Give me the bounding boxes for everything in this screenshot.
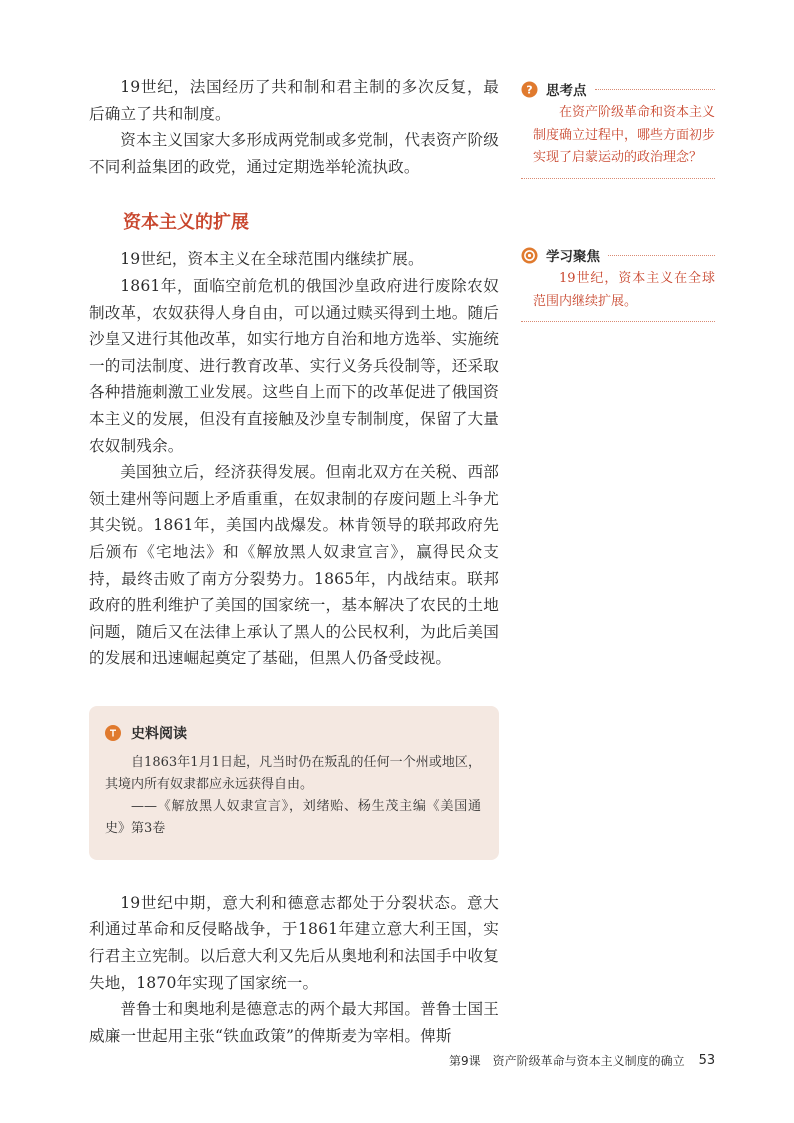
learning-focus-header [521, 244, 715, 266]
reading-source: ——《解放黑人奴隶宣言》，刘绪贻、杨生茂主编《美国通史》第3卷 [105, 798, 481, 836]
divider [608, 255, 715, 256]
think-point-header [521, 78, 715, 100]
page-number: 53 [698, 1052, 716, 1068]
think-point-text: 在资产阶级革命和资本主义制度确立过程中，哪些方面初步实现了启蒙运动的政治理念？ [533, 105, 716, 165]
divider [521, 178, 715, 179]
svg-text:?: ? [526, 83, 533, 96]
source-reading-box [89, 706, 499, 860]
reading-title: 史料阅读 [131, 725, 187, 742]
paragraph: 19世纪中期，意大利和德意志都处于分裂状态。意大利通过革命和反侵略战争，于1861年建立意大利王国，实行君主立宪制。以后意大利又先后从奥地利和法国手中收复失地，1870年实现了国家统一。 [89, 893, 499, 992]
paragraph: 普鲁士和奥地利是德意志的两个最大邦国。普鲁士国王威廉一世起用主张“铁血政策”的俾斯麦为宰相。俾斯 [89, 1000, 499, 1045]
paragraph: 19世纪，法国经历了共和制和君主制的多次反复，最后确立了共和制度。 [89, 78, 499, 123]
learning-focus-title: 学习聚焦 [546, 249, 600, 265]
think-point-box [521, 78, 715, 179]
learning-focus-text: 19世纪，资本主义在全球范围内继续扩展。 [533, 271, 715, 309]
question-icon [521, 81, 538, 98]
paragraph: 1861年，面临空前危机的俄国沙皇政府进行废除农奴制改革，农奴获得人身自由，可以通过赎买得到土地。随后沙皇又进行其他改革，如实行地方自治和地方选举、实施统一的司法制度、进行教育改革、实行义务兵役制等，还采取各种措施刺激工业发展。这些自上而下的改革促进了俄国资本主义的发展，但没有直接触及沙皇专制制度，保留了大量农奴制残余。 [89, 276, 499, 455]
think-point-title: 思考点 [546, 83, 587, 99]
after-reading [89, 890, 499, 1050]
paragraph: 美国独立后，经济获得发展。但南北双方在关税、西部领土建州等问题上矛盾重重，在奴隶制的存废问题上斗争尤其尖锐。1861年，美国内战爆发。林肯领导的联邦政府先后颁布《宅地法》和《解放黑人奴隶宣言》，赢得民众支持，最终击败了南方分裂势力。1865年，内战结束。联邦政府的胜利维护了美国的国家统一，基本解决了农民的土地问题，随后又在法律上承认了黑人的公民权利，为此后美国的发展和迅速崛起奠定了基础，但黑人仍备受歧视。 [89, 463, 499, 668]
divider [595, 89, 716, 90]
paragraph: 资本主义国家大多形成两党制或多党制，代表资产阶级不同利益集团的政党，通过定期选举轮流执政。 [89, 131, 499, 176]
page-footer [449, 1050, 715, 1070]
divider [521, 321, 715, 322]
main-column [89, 74, 499, 1049]
document-icon [105, 725, 121, 741]
reading-quote: 自1863年1月1日起，凡当时仍在叛乱的任何一个州或地区，其境内所有奴隶都应永远获得自由。 [105, 754, 481, 792]
reading-header [105, 722, 481, 744]
lesson-title: 第9课 资产阶级革命与资本主义制度的确立 [449, 1053, 685, 1068]
target-icon [521, 247, 538, 264]
section-title: 资本主义的扩展 [123, 212, 249, 234]
paragraph: 19世纪，资本主义在全球范围内继续扩展。 [120, 250, 424, 269]
learning-focus-box [521, 244, 715, 322]
